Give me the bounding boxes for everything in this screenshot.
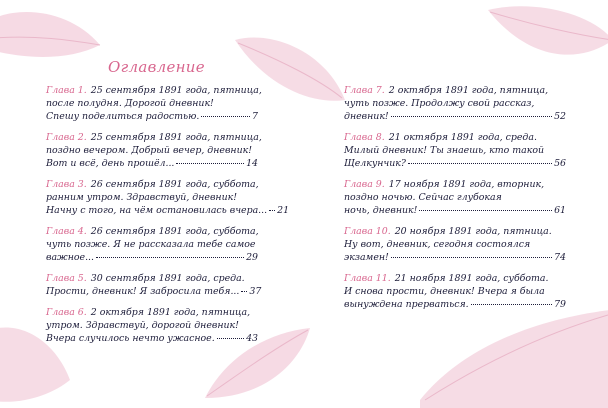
toc-entry-line — [344, 178, 566, 191]
toc-entry-line — [344, 157, 566, 170]
chapter-title-text: 30 сентября 1891 года, среда. — [90, 273, 245, 284]
chapter-title-text: 26 сентября 1891 года, суббота, — [90, 179, 259, 190]
chapter-label: Глава 7. — [344, 85, 385, 96]
toc-entry-line — [344, 191, 566, 204]
dot-leader — [391, 116, 552, 117]
chapter-title-text: дневник! — [344, 111, 389, 122]
page-number: 37 — [249, 286, 262, 297]
page-number: 21 — [277, 205, 290, 216]
toc-entry-line — [46, 332, 258, 345]
chapter-title-text: чуть позже. Я не рассказала тебе самое — [46, 239, 256, 250]
page-number: 74 — [554, 252, 566, 263]
dot-leader — [217, 338, 244, 339]
toc-entry[interactable] — [344, 225, 566, 264]
dot-leader — [201, 116, 250, 117]
chapter-title-text: утром. Здравствуй, дорогой дневник! — [46, 320, 239, 331]
toc-entry-line — [46, 97, 258, 110]
chapter-label: Глава 5. — [46, 273, 87, 284]
toc-entry-line — [344, 131, 566, 144]
toc-entry-line — [46, 319, 258, 332]
chapter-title-text: 21 октября 1891 года, среда. — [388, 132, 537, 143]
chapter-title-text: Милый дневник! Ты знаешь, кто такой — [344, 145, 545, 156]
page-number: 52 — [554, 111, 566, 122]
toc-entry-line — [46, 157, 258, 170]
toc-entry[interactable] — [46, 225, 258, 264]
dot-leader — [176, 163, 244, 164]
toc-entry[interactable] — [344, 84, 566, 123]
chapter-title-text: 17 ноября 1891 года, вторник, — [388, 179, 545, 190]
toc-entry-line — [46, 178, 258, 191]
chapter-label: Глава 8. — [344, 132, 385, 143]
chapter-title-text: 2 октября 1891 года, пятница, — [90, 307, 251, 318]
toc-entry-line — [344, 225, 566, 238]
toc-entry[interactable] — [46, 131, 262, 170]
toc-entry-line — [46, 110, 258, 123]
chapter-title-text: 21 ноября 1891 года, суббота. — [394, 273, 549, 284]
chapter-label: Глава 10. — [344, 226, 391, 237]
chapter-title-text: Прости, дневник! Я забросила тебя... — [46, 286, 240, 297]
toc-entry[interactable] — [46, 272, 262, 298]
dot-leader — [408, 163, 552, 164]
chapter-title-text: поздно ночью. Сейчас глубокая — [344, 192, 502, 203]
toc-entry-line — [344, 238, 566, 251]
chapter-title-text: Вот и всё, день прошёл... — [46, 158, 175, 169]
chapter-label: Глава 9. — [344, 179, 385, 190]
chapter-title-text: 2 октября 1891 года, пятница, — [388, 85, 549, 96]
page-number: 14 — [246, 158, 258, 169]
chapter-title-text: ранним утром. Здравствуй, дневник! — [46, 192, 238, 203]
toc-entry-line — [46, 84, 262, 97]
chapter-title-text: Щелкунчик? — [344, 158, 406, 169]
toc-entry-line — [344, 204, 566, 217]
toc-entry[interactable] — [46, 178, 290, 217]
chapter-title-text: Вчера случилось нечто ужасное. — [46, 333, 215, 344]
toc-entry-line — [46, 272, 258, 285]
chapter-title-text: экзамен! — [344, 252, 389, 263]
dot-leader — [471, 304, 552, 305]
toc-entry-line — [46, 225, 258, 238]
right-page — [304, 0, 608, 408]
chapter-title-text: после полудня. Дорогой дневник! — [46, 98, 214, 109]
toc-entry-line — [46, 285, 262, 298]
dot-leader — [419, 210, 552, 211]
chapter-title-text: поздно вечером. Добрый вечер, дневник! — [46, 145, 252, 156]
toc-entry[interactable] — [46, 306, 258, 345]
chapter-label: Глава 3. — [46, 179, 87, 190]
toc-entry-line — [344, 272, 566, 285]
toc-entry-line — [46, 204, 290, 217]
toc-entry-line — [344, 84, 566, 97]
page-number: 7 — [252, 111, 258, 122]
toc-list-left — [46, 84, 290, 353]
dot-leader — [96, 257, 244, 258]
page-number: 43 — [246, 333, 258, 344]
toc-entry-line — [344, 285, 566, 298]
chapter-label: Глава 11. — [344, 273, 391, 284]
toc-entry-line — [344, 144, 566, 157]
page-number: 79 — [554, 299, 566, 310]
page-title: Оглавление — [108, 58, 205, 76]
chapter-title-text: важное... — [46, 252, 95, 263]
chapter-label: Глава 6. — [46, 307, 87, 318]
toc-entry-line — [46, 144, 258, 157]
chapter-title-text: И снова прости, дневник! Вчера я была — [344, 286, 545, 297]
dot-leader — [391, 257, 552, 258]
toc-entry-line — [46, 251, 258, 264]
toc-entry[interactable] — [344, 272, 566, 311]
chapter-title-text: ночь, дневник! — [344, 205, 418, 216]
chapter-title-text: 20 ноября 1891 года, пятница. — [394, 226, 552, 237]
chapter-title-text: 25 сентября 1891 года, пятница, — [90, 132, 262, 143]
chapter-title-text: чуть позже. Продолжу свой рассказ, — [344, 98, 535, 109]
toc-entry-line — [344, 97, 566, 110]
toc-entry-line — [46, 238, 258, 251]
toc-entry-line — [344, 110, 566, 123]
toc-entry-line — [46, 191, 258, 204]
chapter-title-text: Спешу поделиться радостью. — [46, 111, 200, 122]
page-number: 56 — [554, 158, 566, 169]
page-number: 61 — [554, 205, 566, 216]
chapter-label: Глава 2. — [46, 132, 87, 143]
toc-entry-line — [344, 251, 566, 264]
toc-entry[interactable] — [344, 131, 566, 170]
toc-entry-line — [46, 131, 262, 144]
chapter-title-text: Ну вот, дневник, сегодня состоялся — [344, 239, 531, 250]
chapter-title-text: 26 сентября 1891 года, суббота, — [90, 226, 259, 237]
toc-entry-line — [344, 298, 566, 311]
toc-entry-line — [46, 306, 258, 319]
chapter-label: Глава 1. — [46, 85, 87, 96]
dot-leader — [269, 210, 275, 211]
toc-entry[interactable] — [46, 84, 262, 123]
chapter-title-text: 25 сентября 1891 года, пятница, — [90, 85, 262, 96]
page-number: 29 — [246, 252, 258, 263]
toc-list-right — [344, 84, 566, 319]
chapter-title-text: Начну с того, на чём остановилась вчера... — [46, 205, 268, 216]
dot-leader — [241, 291, 247, 292]
chapter-label: Глава 4. — [46, 226, 87, 237]
chapter-title-text: вынуждена прерваться. — [344, 299, 469, 310]
toc-entry[interactable] — [344, 178, 566, 217]
